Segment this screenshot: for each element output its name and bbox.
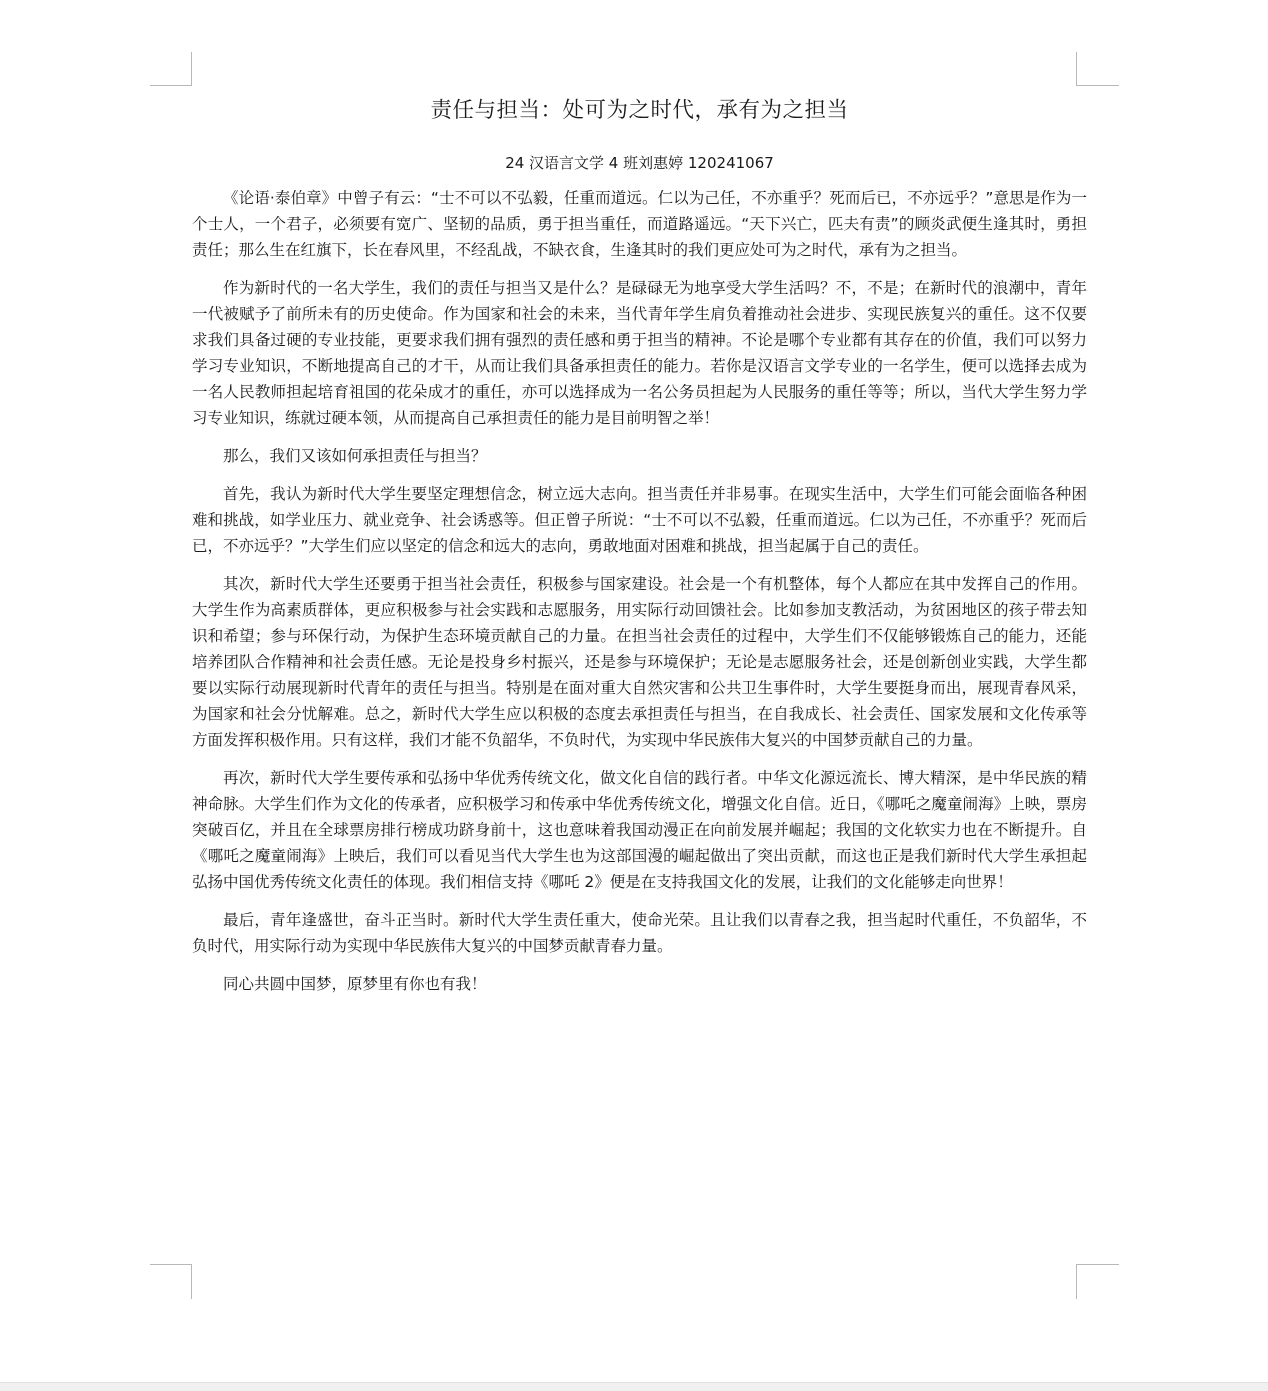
crop-mark-bottom-right [1076,1264,1119,1299]
author-line: 24 汉语言文学 4 班刘惠婷 120241067 [505,154,774,172]
crop-mark-top-left [150,52,192,86]
paragraph-7: 最后，青年逢盛世，奋斗正当时。新时代大学生责任重大，使命光荣。且让我们以青春之我，担当起时代重任，不负韶华，不负时代，用实际行动为实现中华民族伟大复兴的中国梦贡献青春力量。 [192,911,1087,955]
crop-mark-top-right [1076,52,1119,86]
paragraph-2: 作为新时代的一名大学生，我们的责任与担当又是什么？是碌碌无为地享受大学生活吗？不，不是；在新时代的浪潮中，青年一代被赋予了前所未有的历史使命。作为国家和社会的未来，当代青年学生肩负着推动社会进步、实现民族复兴的重任。这不仅要求我们具备过硬的专业技能，更要求我们拥有强烈的责任感和勇于担当的精神。不论是哪个专业都有其存在的价值，我们可以努力学习专业知识，不断地提高自己的才干，从而让我们具备承担责任的能力。若你是汉语言文学专业的一名学生，便可以选择去成为一名人民教师担起培育祖国的花朵成才的重任，亦可以选择成为一名公务员担起为人民服务的重任等等；所以，当代大学生努力学习专业知识，练就过硬本领，从而提高自己承担责任的能力是目前明智之举！ [192,279,1087,427]
paragraph-8: 同心共圆中国梦，原梦里有你也有我！ [223,975,487,993]
paragraph-4: 首先，我认为新时代大学生要坚定理想信念，树立远大志向。担当责任并非易事。在现实生活中，大学生们可能会面临各种困难和挑战，如学业压力、就业竞争、社会诱惑等。但正曾子所说：“士不可以不弘毅，任重而道远。仁以为己任，不亦重乎？死而后已，不亦远乎？”大学生们应以坚定的信念和远大的志向，勇敢地面对困难和挑战，担当起属于自己的责任。 [192,485,1087,555]
paragraph-1: 《论语·泰伯章》中曾子有云：“士不可以不弘毅，任重而道远。仁以为己任，不亦重乎？死而后已，不亦远乎？”意思是作为一个士人，一个君子，必须要有宽广、坚韧的品质，勇于担当重任，而道路遥远。“天下兴亡，匹夫有责”的顾炎武便生逢其时，勇担责任；那么生在红旗下，长在春风里，不经乱战，不缺衣食，生逢其时的我们更应处可为之时代，承有为之担当。 [192,189,1087,259]
paragraph-6: 再次，新时代大学生要传承和弘扬中华优秀传统文化，做文化自信的践行者。中华文化源远流长、博大精深，是中华民族的精神命脉。大学生们作为文化的传承者，应积极学习和传承中华优秀传统文化，增强文化自信。近日，《哪吒之魔童闹海》上映，票房突破百亿，并且在全球票房排行榜成功跻身前十，这也意味着我国动漫正在向前发展并崛起；我国的文化软实力也在不断提升。自《哪吒之魔童闹海》上映后，我们可以看见当代大学生也为这部国漫的崛起做出了突出贡献，而这也正是我们新时代大学生承担起弘扬中国优秀传统文化责任的体现。我们相信支持《哪吒 2》便是在支持我国文化的发展，让我们的文化能够走向世界！ [192,769,1087,891]
document-body [192,96,1087,997]
document-title: 责任与担当：处可为之时代，承有为之担当 [430,98,849,123]
paragraph-5: 其次，新时代大学生还要勇于担当社会责任，积极参与国家建设。社会是一个有机整体，每个人都应在其中发挥自己的作用。大学生作为高素质群体，更应积极参与社会实践和志愿服务，用实际行动回馈社会。比如参加支教活动，为贫困地区的孩子带去知识和希望；参与环保行动，为保护生态环境贡献自己的力量。在担当社会责任的过程中，大学生们不仅能够锻炼自己的能力，还能培养团队合作精神和社会责任感。无论是投身乡村振兴，还是参与环境保护；无论是志愿服务社会，还是创新创业实践，大学生都要以实际行动展现新时代青年的责任与担当。特别是在面对重大自然灾害和公共卫生事件时，大学生要挺身而出，展现青春风采，为国家和社会分忧解难。总之，新时代大学生应以积极的态度去承担责任与担当，在自我成长、社会责任、国家发展和文化传承等方面发挥积极作用。只有这样，我们才能不负韶华，不负时代，为实现中华民族伟大复兴的中国梦贡献自己的力量。 [192,575,1087,749]
crop-mark-bottom-left [150,1264,192,1299]
paragraph-3: 那么，我们又该如何承担责任与担当？ [223,447,487,465]
